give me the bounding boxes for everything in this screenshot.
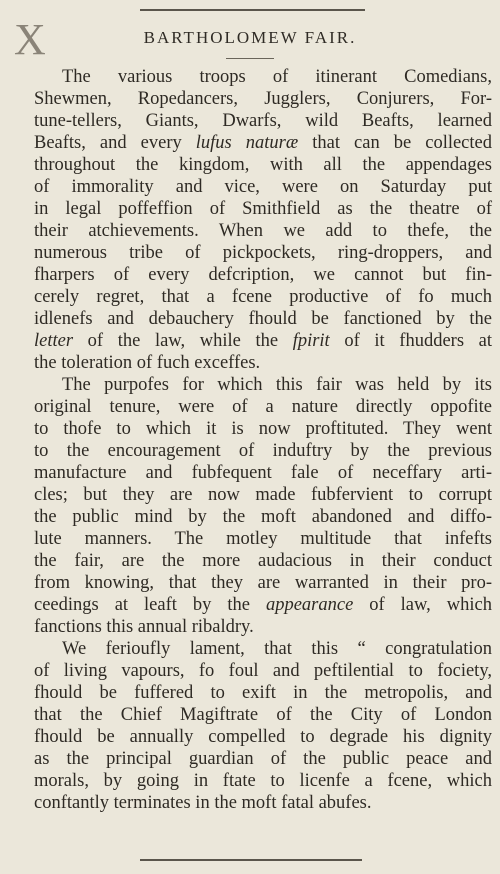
text-line: The various troops of itinerant Comedians, — [62, 67, 492, 87]
text-line: fhould be fuffered to exift in the metropolis, and — [34, 683, 492, 703]
text-line: their atchievements. When we add to thefe, the — [34, 221, 492, 241]
article-body — [34, 66, 492, 814]
text-line: manufacture and fubfequent fale of neceffary arti- — [34, 463, 492, 483]
italic-phrase: appearance — [265, 595, 354, 615]
text-line: original tenure, were of a nature directly oppofite — [34, 397, 492, 417]
italic-phrase: letter — [34, 331, 74, 351]
text-line: cles; but they are now made fubfervient to corrupt — [34, 485, 492, 505]
text-line: to the encouragement of induftry by the previous — [34, 441, 492, 461]
text-line: to thofe to which it is now proftituted. They went — [34, 419, 492, 439]
margin-mark: X — [14, 15, 46, 64]
text-line: The purpofes for which this fair was held by its — [62, 375, 492, 395]
text-line: numerous tribe of pickpockets, ring-droppers, and — [34, 243, 492, 263]
paragraph — [34, 638, 492, 814]
paragraph — [34, 66, 492, 374]
text-line: Shewmen, Ropedancers, Jugglers, Conjurers, For- — [34, 89, 492, 109]
bottom-rule — [140, 859, 362, 861]
text-line: tune-tellers, Giants, Dwarfs, wild Beafts, learned — [34, 111, 492, 131]
text-line: from knowing, that they are warranted in their pro- — [34, 573, 492, 593]
paragraph — [34, 374, 492, 638]
text-line: idlenefs and debauchery fhould be fanctioned by the — [34, 309, 492, 329]
text-line: of immorality and vice, were on Saturday put — [34, 177, 492, 197]
text-line: throughout the kingdom, with all the appendages — [34, 155, 492, 175]
text-line: We ferioufly lament, that this “ congratulation — [62, 639, 492, 659]
text-line: fanctions this annual ribaldry. — [34, 617, 254, 637]
text-line: lute manners. The motley multitude that infefts — [34, 529, 492, 549]
title-rule — [226, 58, 274, 59]
text-line: the fair, are the more audacious in their conduct — [34, 551, 492, 571]
italic-phrase: lufus naturæ — [195, 133, 299, 153]
article-title: BARTHOLOMEW FAIR. — [143, 28, 357, 47]
text-line: that the Chief Magiftrate of the City of London — [34, 705, 492, 725]
text-line: fharpers of every defcription, we cannot but fin- — [34, 265, 492, 285]
italic-phrase: fpirit — [292, 331, 330, 351]
text-line: as the principal guardian of the public peace and — [34, 749, 492, 769]
text-line: fhould be annually compelled to degrade his dignity — [34, 727, 492, 747]
top-rule — [140, 9, 365, 11]
text-line: conftantly terminates in the moft fatal abufes. — [34, 793, 372, 813]
text-line: morals, by going in ftate to licenfe a fcene, which — [34, 771, 492, 791]
text-line: the public mind by the moft abandoned and diffo- — [34, 507, 492, 527]
text-line: the toleration of fuch exceffes. — [34, 353, 261, 373]
text-line: of living vapours, fo foul and peftilential to fociety, — [34, 661, 492, 681]
text-line: letter of the law, while the fpirit of it fhudders at — [34, 331, 492, 351]
text-line: in legal poffeffion of Smithfield as the theatre of — [34, 199, 492, 219]
text-line: Beafts, and every lufus naturæ that can be collected — [34, 133, 492, 153]
text-line: ceedings at leaft by the appearance of law, which — [34, 595, 492, 615]
text-line: cerely regret, that a fcene productive of fo much — [34, 287, 492, 307]
